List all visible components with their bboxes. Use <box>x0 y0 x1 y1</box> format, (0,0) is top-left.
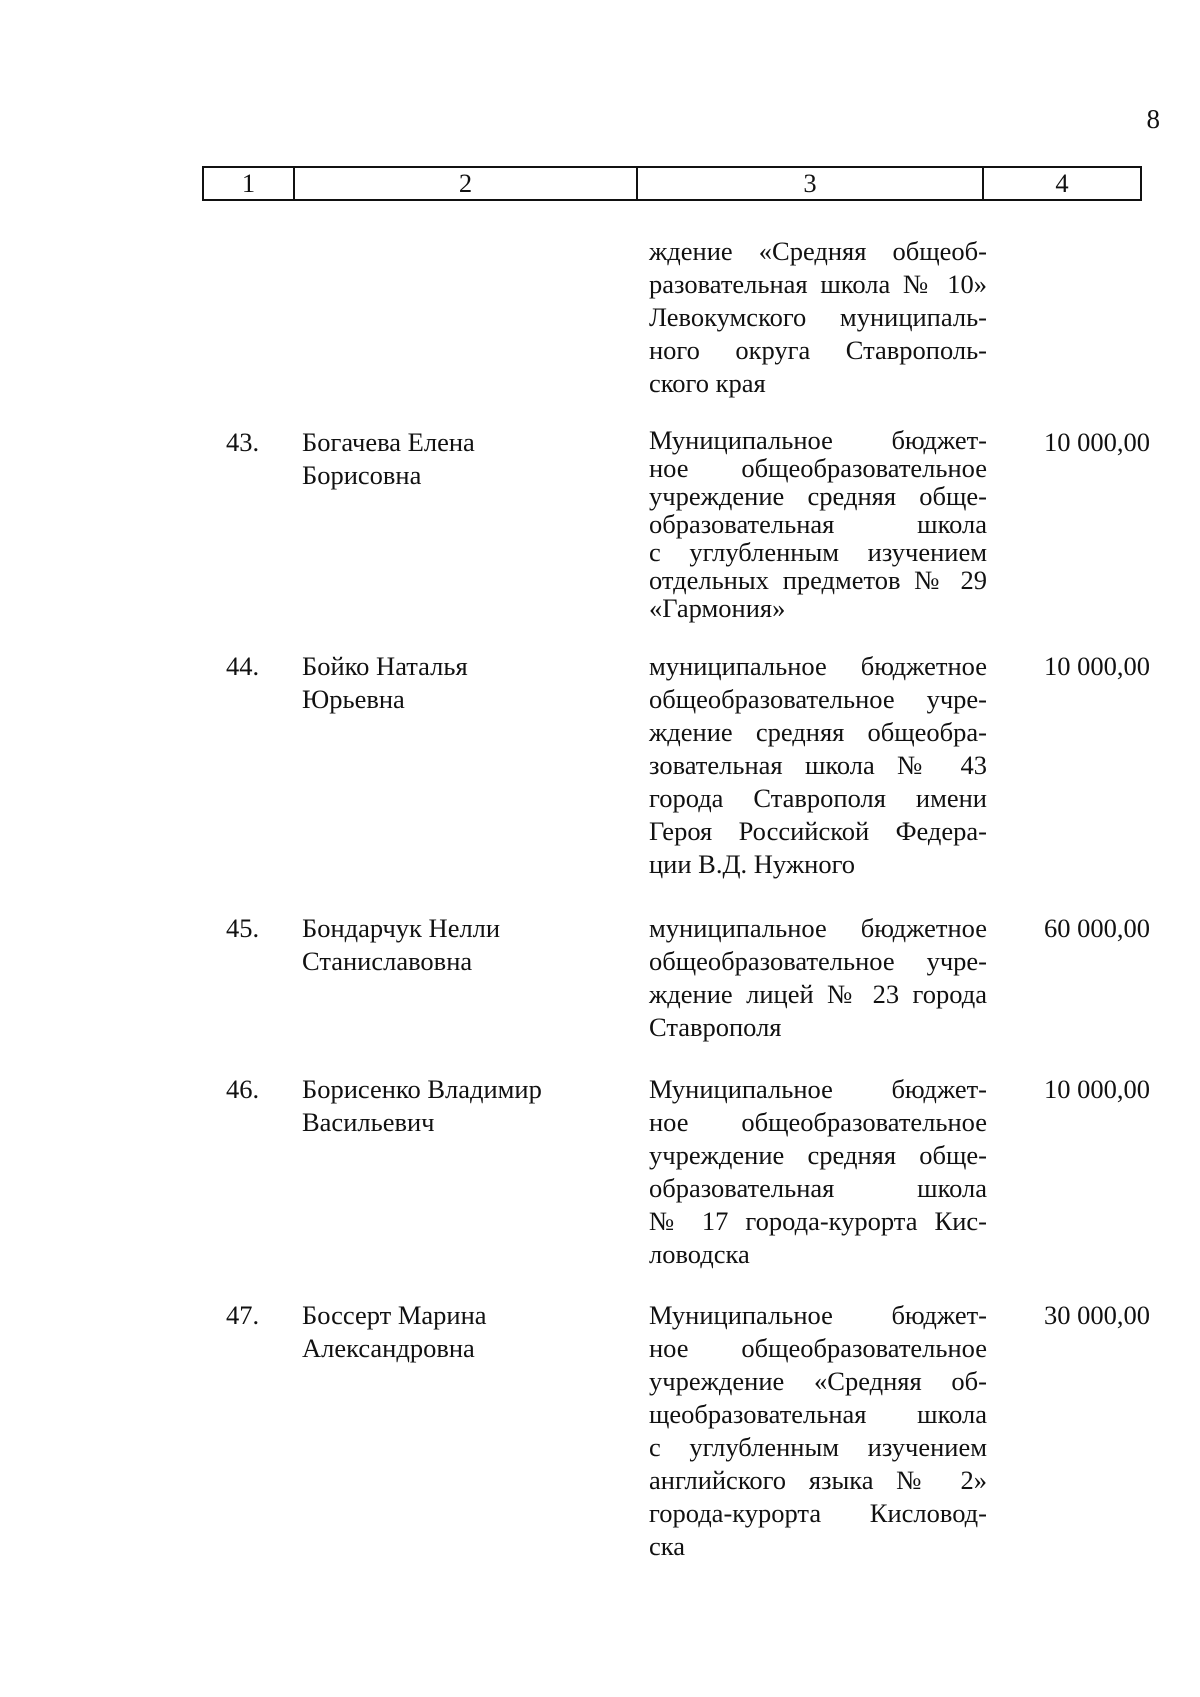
org-line: образовательная школа <box>649 509 987 539</box>
name-line: Бойко Наталья <box>302 651 468 681</box>
amount: 10 000,00 <box>1044 1074 1150 1104</box>
organization <box>649 426 987 622</box>
name-line: Бондарчук Нелли <box>302 913 501 943</box>
name-line: Юрьевна <box>302 684 405 714</box>
name-line: Васильевич <box>302 1107 435 1137</box>
org-line: разовательная школа № 10» <box>649 269 987 299</box>
amount: 10 000,00 <box>1044 427 1150 457</box>
row-number: 46. <box>226 1074 260 1104</box>
organization <box>649 650 987 881</box>
header-col-4: 4 <box>1055 168 1069 198</box>
org-line: ное общеобразовательное <box>649 453 987 483</box>
organization <box>649 912 987 1044</box>
org-line: ского края <box>649 368 766 398</box>
amount: 10 000,00 <box>1044 651 1150 681</box>
org-line: Ставрополя <box>649 1012 782 1042</box>
org-line: ного округа Ставрополь- <box>649 335 987 365</box>
org-line: № 17 города-курорта Кис- <box>649 1206 987 1236</box>
row-number: 45. <box>226 913 260 943</box>
header-col-2: 2 <box>295 168 638 199</box>
org-line: города-курорта Кисловод- <box>649 1498 987 1528</box>
page-number: 8 <box>1146 104 1160 134</box>
org-line: ловодска <box>649 1239 750 1269</box>
name-line: Борисенко Владимир <box>302 1074 542 1104</box>
org-line: общеобразовательное учре- <box>649 946 987 976</box>
org-line: Левокумского муниципаль- <box>649 302 987 332</box>
org-line: Муниципальное бюджет- <box>649 1300 987 1330</box>
organization <box>649 1299 987 1563</box>
org-line: города Ставрополя имени <box>649 783 987 813</box>
name-line: Борисовна <box>302 460 422 490</box>
row-number: 43. <box>226 427 260 457</box>
org-line: ждение «Средняя общеоб- <box>649 236 987 266</box>
person-name <box>302 426 622 492</box>
org-line: Муниципальное бюджет- <box>649 1074 987 1104</box>
org-line: образовательная школа <box>649 1173 987 1203</box>
org-line: учреждение «Средняя об- <box>649 1366 987 1396</box>
org-line: с углубленным изучением <box>649 537 987 567</box>
header-col-1: 1 <box>204 168 295 199</box>
person-name <box>302 1073 622 1139</box>
amount: 30 000,00 <box>1044 1300 1150 1330</box>
person-name <box>302 1299 622 1365</box>
org-line: зовательная школа № 43 <box>649 750 987 780</box>
org-line: муниципальное бюджетное <box>649 651 987 681</box>
name-line: Александровна <box>302 1333 475 1363</box>
header-col-3: 3 <box>638 168 984 199</box>
org-line: ное общеобразовательное <box>649 1333 987 1363</box>
org-line: учреждение средняя обще- <box>649 1140 987 1170</box>
org-line: общеобразовательное учре- <box>649 684 987 714</box>
amount: 60 000,00 <box>1044 913 1150 943</box>
org-line: «Гармония» <box>649 593 786 623</box>
org-line: с углубленным изучением <box>649 1432 987 1462</box>
table-header <box>202 166 1142 201</box>
org-line: муниципальное бюджетное <box>649 913 987 943</box>
row-number: 47. <box>226 1300 260 1330</box>
organization <box>649 1073 987 1271</box>
org-line: Героя Российской Федера- <box>649 816 987 846</box>
person-name <box>302 912 622 978</box>
name-line: Станиславовна <box>302 946 473 976</box>
name-line: Богачева Елена <box>302 427 475 457</box>
org-line: ции В.Д. Нужного <box>649 849 856 879</box>
org-line: Муниципальное бюджет- <box>649 425 987 455</box>
name-line: Боссерт Марина <box>302 1300 487 1330</box>
org-line: ное общеобразовательное <box>649 1107 987 1137</box>
org-line: ждение средняя общеобра- <box>649 717 987 747</box>
org-line: отдельных предметов № 29 <box>649 565 987 595</box>
continuation-org <box>649 235 987 400</box>
org-line: ждение лицей № 23 города <box>649 979 987 1009</box>
person-name <box>302 650 622 716</box>
org-line: учреждение средняя обще- <box>649 481 987 511</box>
row-number: 44. <box>226 651 260 681</box>
org-line: ска <box>649 1531 685 1561</box>
org-line: щеобразовательная школа <box>649 1399 987 1429</box>
org-line: английского языка № 2» <box>649 1465 987 1495</box>
